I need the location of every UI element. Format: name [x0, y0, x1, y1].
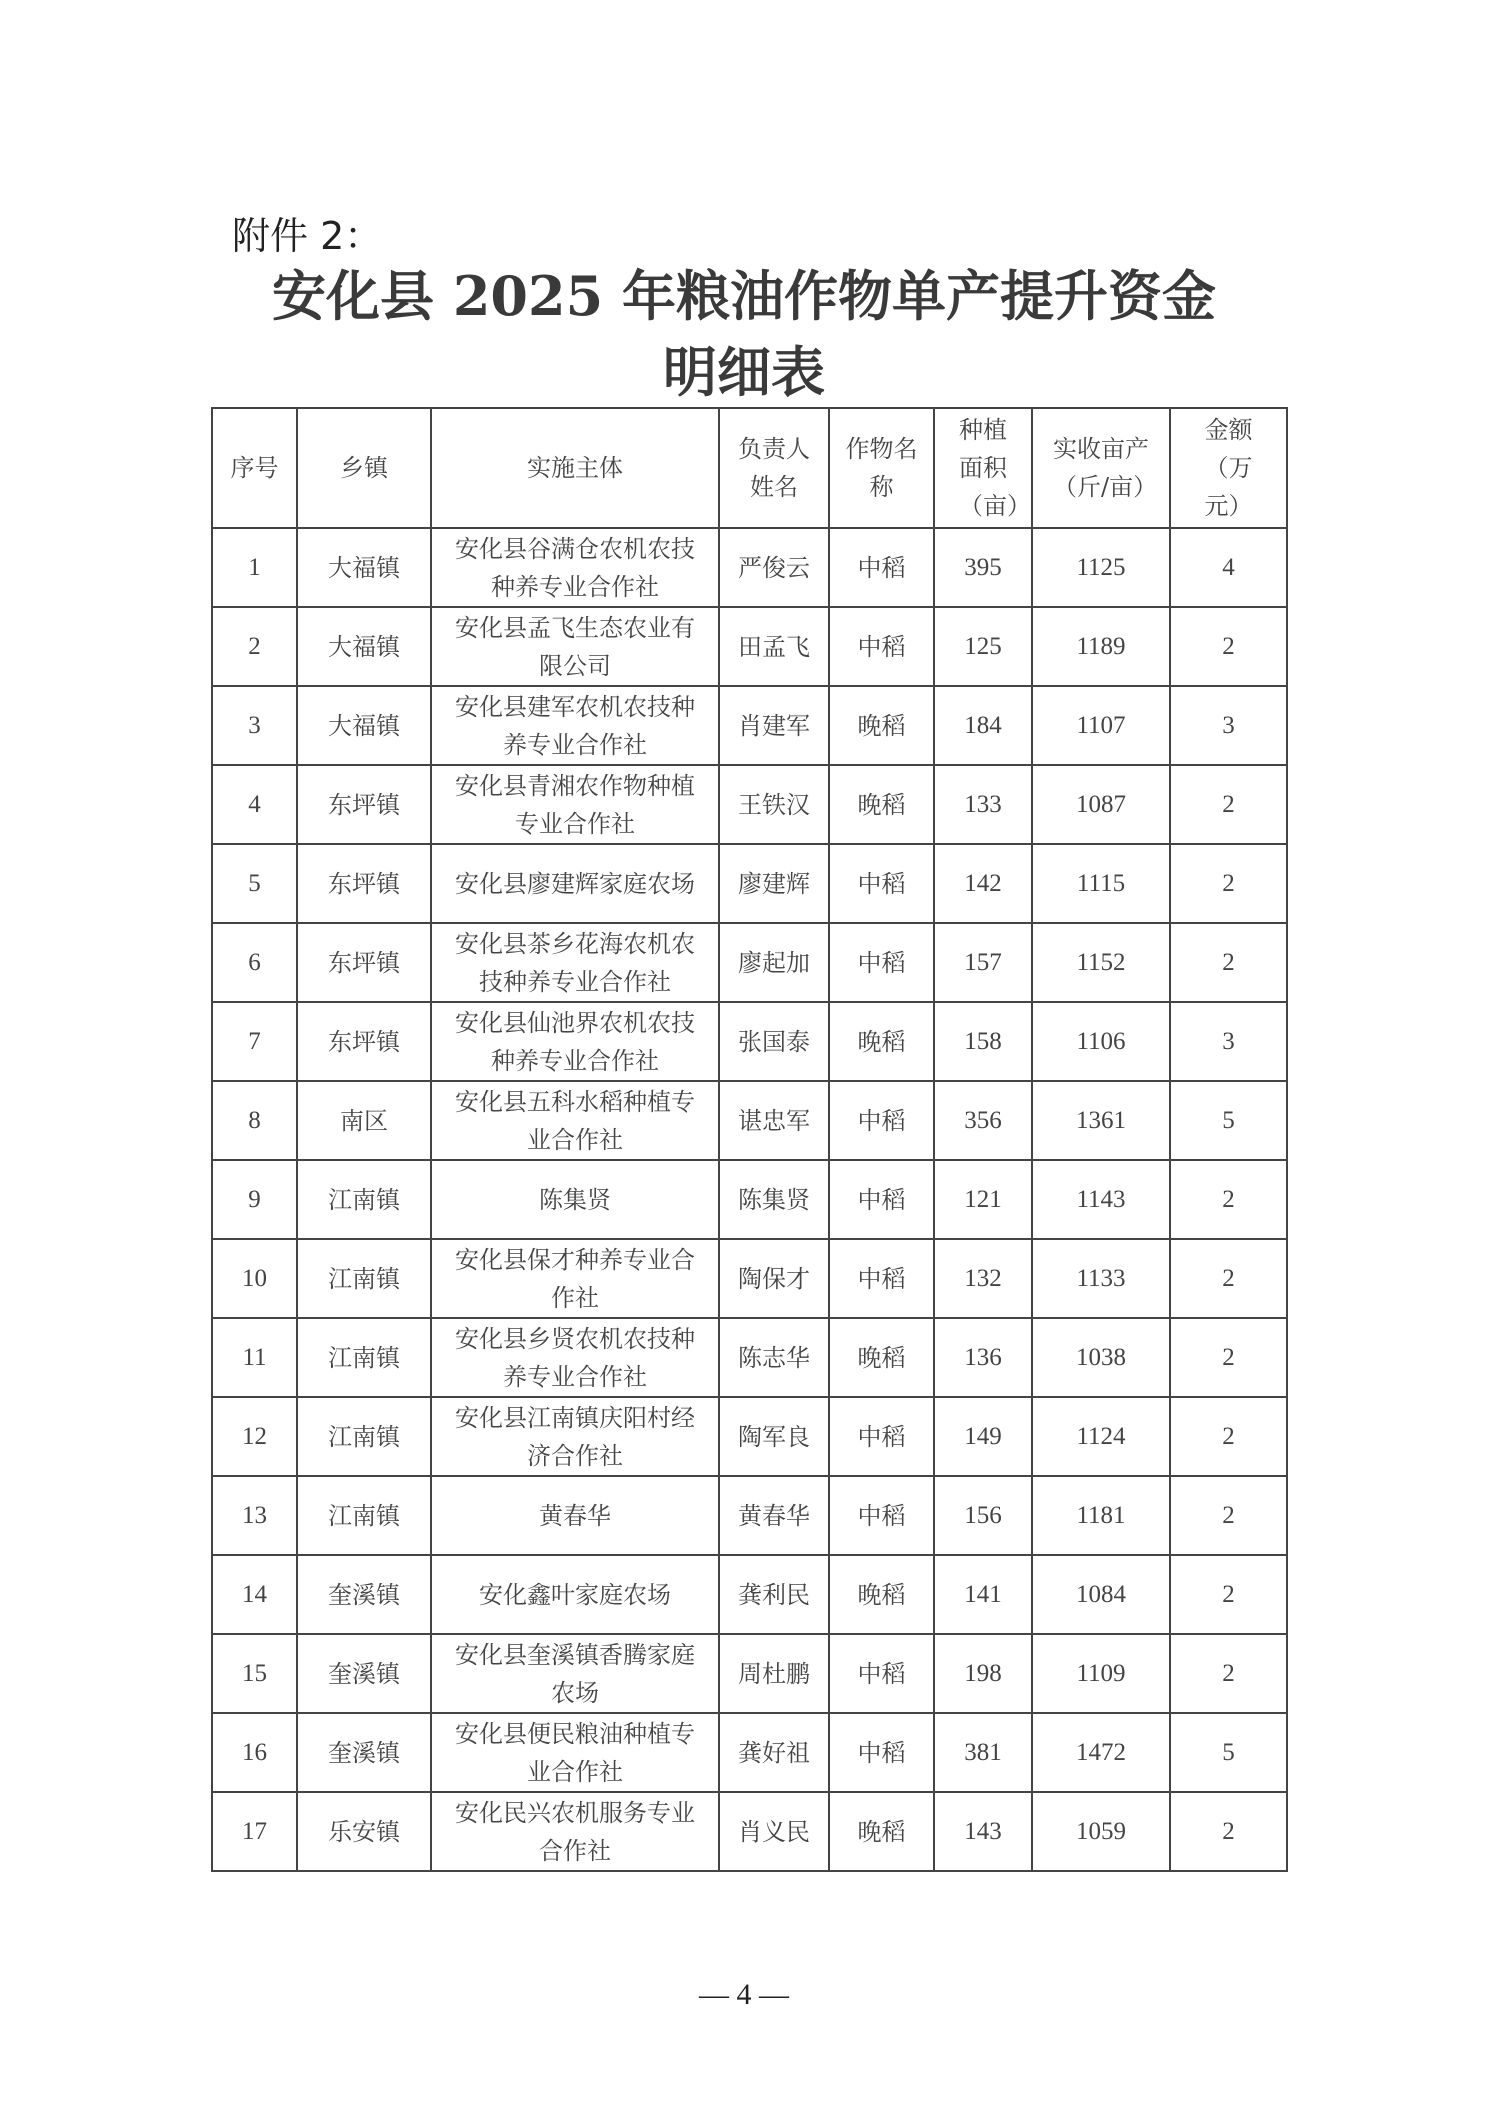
cell-crop: 中稻 [829, 528, 934, 607]
cell-amount: 5 [1170, 1081, 1287, 1160]
cell-entity: 安化县江南镇庆阳村经济合作社 [431, 1397, 719, 1476]
cell-entity: 陈集贤 [431, 1160, 719, 1239]
fund-detail-table [211, 407, 1288, 1872]
cell-person: 周杜鹏 [719, 1634, 829, 1713]
cell-township: 大福镇 [297, 528, 431, 607]
cell-person: 陈集贤 [719, 1160, 829, 1239]
cell-yield: 1109 [1032, 1634, 1170, 1713]
cell-amount: 2 [1170, 923, 1287, 1002]
cell-index: 10 [212, 1239, 297, 1318]
cell-area: 156 [934, 1476, 1032, 1555]
table-row [212, 1397, 1287, 1476]
cell-amount: 2 [1170, 1160, 1287, 1239]
page-number: — 4 — [699, 1978, 789, 2011]
cell-yield: 1181 [1032, 1476, 1170, 1555]
table-row [212, 1239, 1287, 1318]
table-row [212, 923, 1287, 1002]
cell-entity: 安化县保才种养专业合作社 [431, 1239, 719, 1318]
cell-index: 5 [212, 844, 297, 923]
title-line-2: 明细表 [663, 340, 825, 404]
cell-yield: 1084 [1032, 1555, 1170, 1634]
table-row [212, 1002, 1287, 1081]
cell-crop: 晚稻 [829, 1555, 934, 1634]
cell-township: 南区 [297, 1081, 431, 1160]
header-col-entity [431, 408, 719, 528]
cell-yield: 1115 [1032, 844, 1170, 923]
cell-area: 395 [934, 528, 1032, 607]
cell-amount: 2 [1170, 607, 1287, 686]
cell-amount: 3 [1170, 1002, 1287, 1081]
cell-index: 7 [212, 1002, 297, 1081]
cell-yield: 1361 [1032, 1081, 1170, 1160]
cell-crop: 中稻 [829, 1634, 934, 1713]
cell-crop: 晚稻 [829, 1318, 934, 1397]
cell-area: 158 [934, 1002, 1032, 1081]
cell-amount: 3 [1170, 686, 1287, 765]
cell-area: 142 [934, 844, 1032, 923]
cell-entity: 安化县便民粮油种植专业合作社 [431, 1713, 719, 1792]
cell-crop: 中稻 [829, 1160, 934, 1239]
cell-index: 8 [212, 1081, 297, 1160]
cell-index: 15 [212, 1634, 297, 1713]
cell-person: 龚利民 [719, 1555, 829, 1634]
cell-crop: 中稻 [829, 1397, 934, 1476]
cell-person: 肖义民 [719, 1792, 829, 1871]
header-label: 金额（万元） [1204, 416, 1253, 520]
table-row [212, 1081, 1287, 1160]
header-col-person [719, 408, 829, 528]
cell-entity: 安化县仙池界农机农技种养专业合作社 [431, 1002, 719, 1081]
cell-amount: 4 [1170, 528, 1287, 607]
cell-township: 大福镇 [297, 607, 431, 686]
cell-person: 陶军良 [719, 1397, 829, 1476]
cell-index: 3 [212, 686, 297, 765]
cell-township: 江南镇 [297, 1160, 431, 1239]
cell-amount: 2 [1170, 1239, 1287, 1318]
cell-crop: 晚稻 [829, 1792, 934, 1871]
cell-person: 王铁汉 [719, 765, 829, 844]
header-col-township [297, 408, 431, 528]
header-col-index [212, 408, 297, 528]
cell-township: 东坪镇 [297, 765, 431, 844]
attachment-label: 附件 2： [232, 214, 383, 258]
cell-index: 12 [212, 1397, 297, 1476]
table-row [212, 1634, 1287, 1713]
cell-entity: 安化县乡贤农机农技种养专业合作社 [431, 1318, 719, 1397]
cell-area: 125 [934, 607, 1032, 686]
cell-yield: 1189 [1032, 607, 1170, 686]
cell-crop: 中稻 [829, 1081, 934, 1160]
cell-index: 16 [212, 1713, 297, 1792]
cell-index: 4 [212, 765, 297, 844]
cell-yield: 1106 [1032, 1002, 1170, 1081]
cell-index: 11 [212, 1318, 297, 1397]
cell-index: 2 [212, 607, 297, 686]
cell-person: 陶保才 [719, 1239, 829, 1318]
cell-yield: 1152 [1032, 923, 1170, 1002]
cell-township: 东坪镇 [297, 923, 431, 1002]
cell-amount: 2 [1170, 1318, 1287, 1397]
table-row [212, 1792, 1287, 1871]
cell-entity: 黄春华 [431, 1476, 719, 1555]
table-row [212, 607, 1287, 686]
cell-township: 东坪镇 [297, 1002, 431, 1081]
cell-yield: 1124 [1032, 1397, 1170, 1476]
cell-index: 1 [212, 528, 297, 607]
cell-township: 奎溪镇 [297, 1713, 431, 1792]
cell-crop: 中稻 [829, 1713, 934, 1792]
cell-crop: 中稻 [829, 923, 934, 1002]
cell-index: 14 [212, 1555, 297, 1634]
header-col-crop [829, 408, 934, 528]
cell-person: 田孟飞 [719, 607, 829, 686]
cell-area: 141 [934, 1555, 1032, 1634]
table-row [212, 1160, 1287, 1239]
cell-yield: 1133 [1032, 1239, 1170, 1318]
cell-township: 大福镇 [297, 686, 431, 765]
document-title [0, 258, 1488, 410]
table-row [212, 844, 1287, 923]
cell-amount: 2 [1170, 1397, 1287, 1476]
cell-entity: 安化县谷满仓农机农技种养专业合作社 [431, 528, 719, 607]
header-label: 实收亩产（斤/亩） [1053, 435, 1158, 501]
table-row [212, 1555, 1287, 1634]
cell-area: 381 [934, 1713, 1032, 1792]
cell-township: 江南镇 [297, 1318, 431, 1397]
cell-area: 149 [934, 1397, 1032, 1476]
table-row [212, 765, 1287, 844]
table-header-row [212, 408, 1287, 528]
cell-person: 谌忠军 [719, 1081, 829, 1160]
table-row [212, 1713, 1287, 1792]
cell-yield: 1059 [1032, 1792, 1170, 1871]
table-row [212, 528, 1287, 607]
header-label: 序号 [230, 454, 279, 482]
cell-township: 江南镇 [297, 1239, 431, 1318]
cell-area: 198 [934, 1634, 1032, 1713]
cell-township: 江南镇 [297, 1397, 431, 1476]
cell-area: 184 [934, 686, 1032, 765]
cell-crop: 晚稻 [829, 765, 934, 844]
cell-person: 肖建军 [719, 686, 829, 765]
cell-yield: 1472 [1032, 1713, 1170, 1792]
cell-entity: 安化县茶乡花海农机农技种养专业合作社 [431, 923, 719, 1002]
header-label: 负责人姓名 [738, 435, 810, 501]
header-col-amount [1170, 408, 1287, 528]
title-line-1: 安化县 2025 年粮油作物单产提升资金 [272, 264, 1216, 328]
cell-area: 132 [934, 1239, 1032, 1318]
cell-area: 157 [934, 923, 1032, 1002]
cell-index: 6 [212, 923, 297, 1002]
cell-crop: 晚稻 [829, 686, 934, 765]
cell-amount: 2 [1170, 1555, 1287, 1634]
table-row [212, 1476, 1287, 1555]
cell-yield: 1125 [1032, 528, 1170, 607]
cell-area: 356 [934, 1081, 1032, 1160]
header-label: 种植面积（亩） [959, 416, 1031, 520]
cell-amount: 2 [1170, 1634, 1287, 1713]
cell-entity: 安化民兴农机服务专业合作社 [431, 1792, 719, 1871]
cell-amount: 2 [1170, 1476, 1287, 1555]
cell-yield: 1087 [1032, 765, 1170, 844]
cell-crop: 中稻 [829, 1239, 934, 1318]
cell-yield: 1143 [1032, 1160, 1170, 1239]
cell-person: 廖建辉 [719, 844, 829, 923]
cell-township: 江南镇 [297, 1476, 431, 1555]
cell-crop: 中稻 [829, 844, 934, 923]
header-label: 作物名称 [845, 435, 918, 501]
cell-township: 奎溪镇 [297, 1634, 431, 1713]
cell-area: 133 [934, 765, 1032, 844]
cell-person: 龚好祖 [719, 1713, 829, 1792]
cell-entity: 安化县孟飞生态农业有限公司 [431, 607, 719, 686]
cell-area: 143 [934, 1792, 1032, 1871]
cell-entity: 安化县廖建辉家庭农场 [431, 844, 719, 923]
cell-amount: 2 [1170, 765, 1287, 844]
cell-entity: 安化县五科水稻种植专业合作社 [431, 1081, 719, 1160]
cell-person: 张国泰 [719, 1002, 829, 1081]
cell-person: 严俊云 [719, 528, 829, 607]
cell-amount: 5 [1170, 1713, 1287, 1792]
cell-entity: 安化县建军农机农技种养专业合作社 [431, 686, 719, 765]
cell-area: 121 [934, 1160, 1032, 1239]
cell-yield: 1107 [1032, 686, 1170, 765]
cell-person: 黄春华 [719, 1476, 829, 1555]
cell-township: 东坪镇 [297, 844, 431, 923]
cell-crop: 晚稻 [829, 1002, 934, 1081]
cell-amount: 2 [1170, 844, 1287, 923]
table-row [212, 686, 1287, 765]
table-row [212, 1318, 1287, 1397]
cell-entity: 安化鑫叶家庭农场 [431, 1555, 719, 1634]
cell-yield: 1038 [1032, 1318, 1170, 1397]
cell-township: 奎溪镇 [297, 1555, 431, 1634]
header-label: 乡镇 [340, 454, 388, 482]
cell-area: 136 [934, 1318, 1032, 1397]
header-label: 实施主体 [527, 454, 623, 482]
cell-entity: 安化县奎溪镇香腾家庭农场 [431, 1634, 719, 1713]
cell-index: 13 [212, 1476, 297, 1555]
cell-crop: 中稻 [829, 1476, 934, 1555]
cell-entity: 安化县青湘农作物种植专业合作社 [431, 765, 719, 844]
cell-index: 17 [212, 1792, 297, 1871]
header-col-area [934, 408, 1032, 528]
cell-person: 陈志华 [719, 1318, 829, 1397]
cell-index: 9 [212, 1160, 297, 1239]
cell-amount: 2 [1170, 1792, 1287, 1871]
cell-township: 乐安镇 [297, 1792, 431, 1871]
cell-crop: 中稻 [829, 607, 934, 686]
header-col-yield [1032, 408, 1170, 528]
cell-person: 廖起加 [719, 923, 829, 1002]
